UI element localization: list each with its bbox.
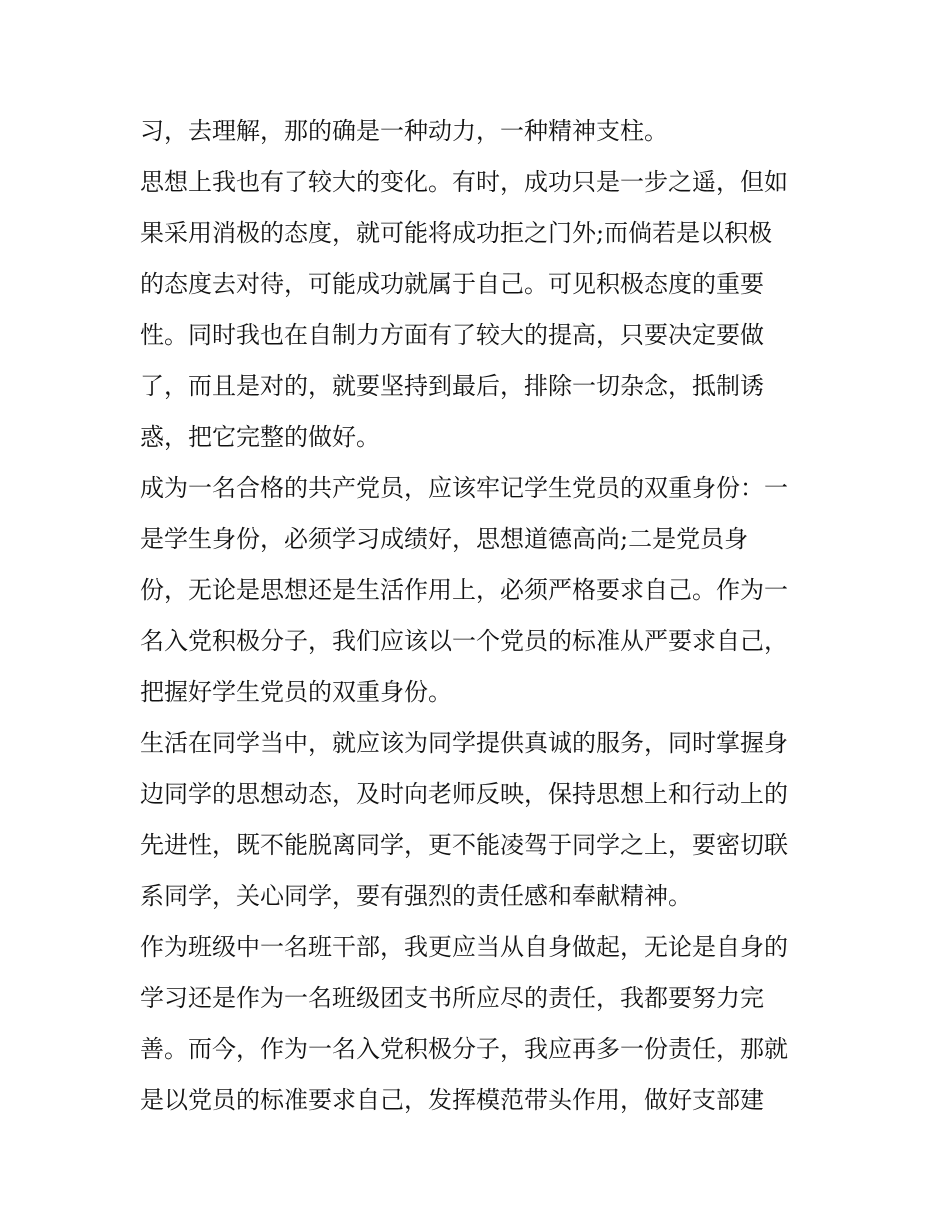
text-line: 成为一名合格的共产党员，应该牢记学生党员的双重身份：一 — [140, 474, 788, 502]
text-line: 名入党积极分子，我们应该以一个党员的标准从严要求自己， — [140, 627, 788, 655]
text-line: 的态度去对待，可能成功就属于自己。可见积极态度的重要 — [140, 270, 764, 298]
text-line: 边同学的思想动态，及时向老师反映，保持思想上和行动上的 — [140, 780, 788, 808]
text-line: 思想上我也有了较大的变化。有时，成功只是一步之遥，但如 — [140, 168, 788, 196]
text-line: 是学生身份，必须学习成绩好，思想道德高尚;二是党员身 — [140, 525, 749, 553]
text-line: 性。同时我也在自制力方面有了较大的提高，只要决定要做 — [140, 321, 764, 349]
text-line: 作为班级中一名班干部，我更应当从自身做起，无论是自身的 — [140, 933, 788, 961]
text-line: 善。而今，作为一名入党积极分子，我应再多一份责任，那就 — [140, 1035, 788, 1063]
text-line: 先进性，既不能脱离同学，更不能凌驾于同学之上，要密切联 — [140, 831, 788, 859]
text-line: 份，无论是思想还是生活作用上，必须严格要求自己。作为一 — [140, 576, 788, 604]
text-line: 是以党员的标准要求自己，发挥模范带头作用，做好支部建 — [140, 1086, 764, 1114]
text-line: 把握好学生党员的双重身份。 — [140, 678, 452, 706]
text-line: 生活在同学当中，就应该为同学提供真诚的服务，同时掌握身 — [140, 729, 788, 757]
text-line: 系同学，关心同学，要有强烈的责任感和奉献精神。 — [140, 882, 692, 910]
text-line: 了，而且是对的，就要坚持到最后，排除一切杂念，抵制诱 — [140, 372, 764, 400]
text-line: 学习还是作为一名班级团支书所应尽的责任，我都要努力完 — [140, 984, 764, 1012]
text-line: 习，去理解，那的确是一种动力，一种精神支柱。 — [140, 117, 668, 145]
document-body — [140, 106, 820, 1126]
text-line: 惑，把它完整的做好。 — [140, 423, 380, 451]
text-line: 果采用消极的态度，就可能将成功拒之门外;而倘若是以积极 — [140, 219, 773, 247]
